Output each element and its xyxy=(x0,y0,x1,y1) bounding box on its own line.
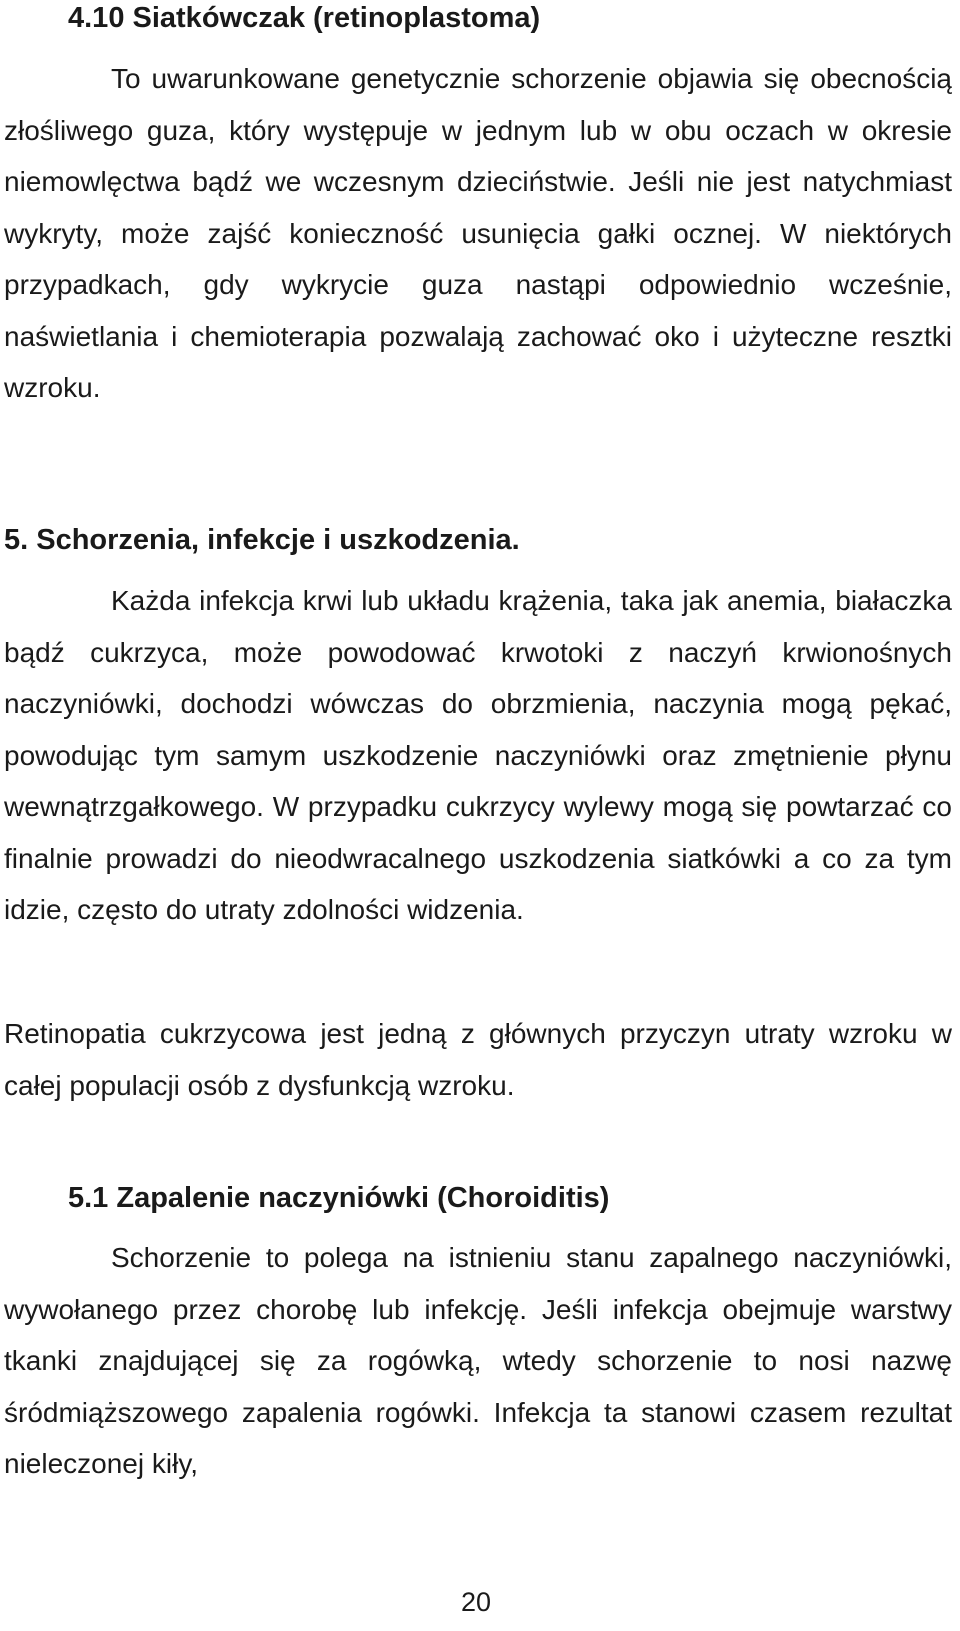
section-heading-choroiditis: 5.1 Zapalenie naczyniówki (Choroiditis) xyxy=(68,1182,610,1214)
section-heading-retinoblastoma: 4.10 Siatkówczak (retinoplastoma) xyxy=(68,2,541,34)
section-heading-diseases: 5. Schorzenia, infekcje i uszkodzenia. xyxy=(4,524,520,556)
paragraph-diseases-infections: Każda infekcja krwi lub układu krążenia, taka jak anemia, białaczka bądź cukrzyca, może powodować krwotoki z naczyń krwionośnych naczyniówki, dochodzi wówczas do obrzmienia, naczynia mogą pękać, powodując tym samym uszkodzenie naczyniówki oraz zmętnienie płynu wewnątrzgałkowego. W przypadku cukrzycy wylewy mogą się powtarzać co finalnie prowadzi do nieodwracalnego uszkodzenia siatkówki a co za tym idzie, często do utraty zdolności widzenia. xyxy=(4,585,952,925)
paragraph-choroiditis: Schorzenie to polega na istnieniu stanu zapalnego naczyniówki, wywołanego przez chorobę lub infekcję. Jeśli infekcja obejmuje warstwy tkanki znajdującej się za rogówką, wtedy schorzenie to nosi nazwę śródmiąższowego zapalenia rogówki. Infekcja ta stanowi czasem rezultat nieleczonej kiły, xyxy=(4,1242,952,1479)
page-number: 20 xyxy=(460,1587,492,1617)
paragraph-retinoblastoma: To uwarunkowane genetycznie schorzenie objawia się obecnością złośliwego guza, który występuje w jednym lub w obu oczach w okresie niemowlęctwa bądź we wczesnym dzieciństwie. Jeśli nie jest natychmiast wykryty, może zajść konieczność usunięcia gałki ocznej. W niektórych przypadkach, gdy wykrycie guza nastąpi odpowiednio wcześnie, naświetlania i chemioterapia pozwalają zachować oko i użyteczne resztki wzroku. xyxy=(4,63,952,403)
paragraph-diabetic-retinopathy: Retinopatia cukrzycowa jest jedną z głównych przyczyn utraty wzroku w całej populacji osób z dysfunkcją wzroku. xyxy=(4,1018,952,1101)
